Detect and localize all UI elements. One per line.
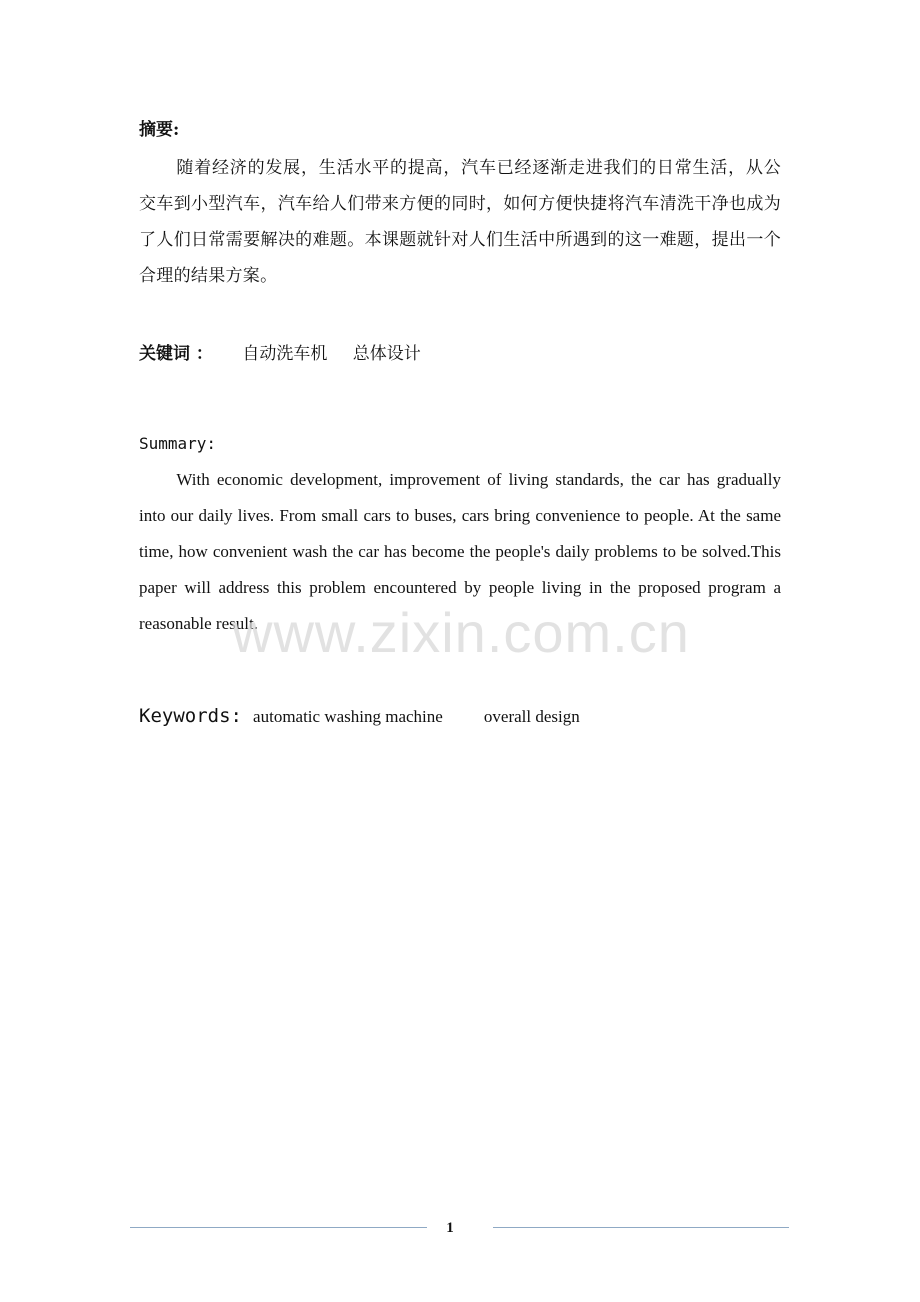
abstract-heading-en: Summary: xyxy=(139,434,217,453)
keywords-label-cn: 关键词 ： xyxy=(139,344,213,364)
watermark: www.zixin.com.cn xyxy=(232,601,690,664)
keywords-label-en: Keywords: xyxy=(139,705,242,727)
keyword-cn-item: 总体设计 xyxy=(352,344,421,364)
abstract-heading-cn: 摘要: xyxy=(139,120,180,140)
page-number: 1 xyxy=(446,1220,454,1236)
footer-rule-left xyxy=(130,1227,427,1228)
keyword-en-item: overall design xyxy=(483,707,580,726)
keywords-cn xyxy=(139,342,781,366)
keywords-en xyxy=(139,702,781,731)
abstract-paragraph-cn: 随着经济的发展，生活水平的提高，汽车已经逐渐走进我们的日常生活，从公交车到小型汽车，汽车给人们带来方便的同时，如何方便快捷将汽车清洗干净也成为了人们日常需要解决的难题。本课题就针对人们生活中所遇到的这一难题，提出一个合理的结果方案。 xyxy=(139,158,781,286)
keyword-cn-item: 自动洗车机 xyxy=(242,344,328,364)
abstract-paragraph-en: With economic development, improvement of living standards, the car has gradually into our daily lives. From small cars to buses, cars bring convenience to people. At the same time, how convenient wash the car has become the people's daily problems to be solved.This paper will address this problem encountered by people living in the proposed program a reasonable result. xyxy=(139,470,781,633)
footer-rule-right xyxy=(493,1227,789,1228)
keyword-en-item: automatic washing machine xyxy=(253,707,443,726)
